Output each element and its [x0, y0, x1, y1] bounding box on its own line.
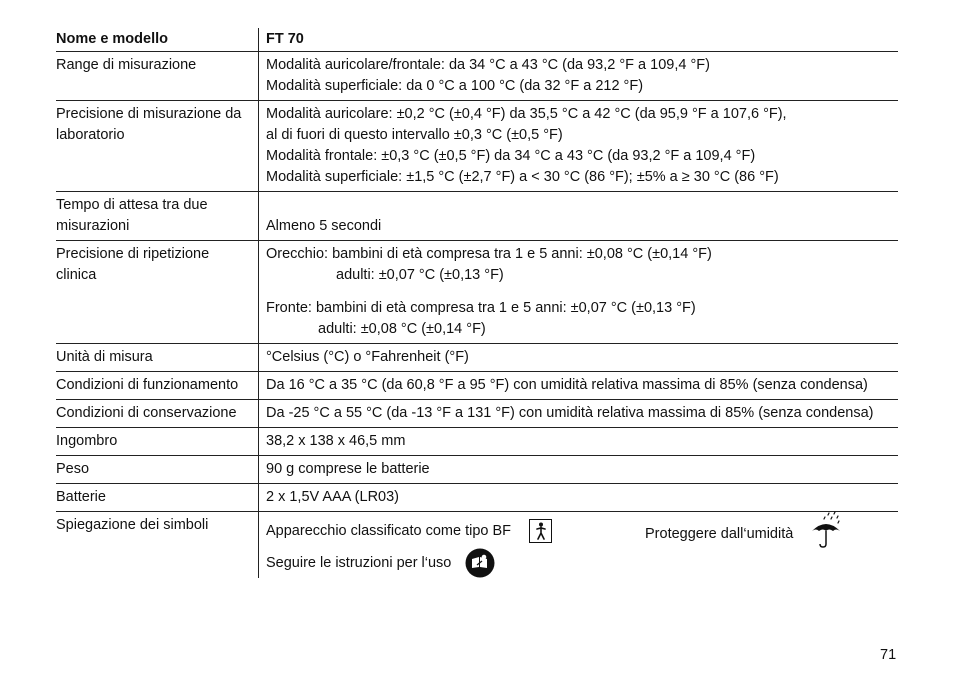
table-row-measurement-range — [56, 52, 898, 101]
row-label: Spiegazione dei simboli — [56, 517, 209, 533]
row-value: 90 g comprese le batterie — [258, 456, 898, 483]
specifications-table — [56, 28, 898, 578]
forehead-adults: adulti: ±0,08 °C (±0,14 °F) — [318, 321, 486, 337]
table-row-operating-conditions — [56, 372, 898, 400]
row-value: Da -25 °C a 55 °C (da -13 °F a 131 °F) con umidità relativa massima di 85% (senza condensa) — [258, 400, 898, 427]
row-label: Tempo di attesa tra due misurazioni — [56, 197, 208, 234]
ear-adults: adulti: ±0,07 °C (±0,13 °F) — [336, 267, 504, 283]
row-value: 38,2 x 138 x 46,5 mm — [258, 428, 898, 455]
row-value — [258, 241, 898, 343]
header-model: FT 70 — [258, 28, 898, 51]
instruction-manual-icon — [465, 548, 495, 578]
symbol-humidity: Proteggere dall‘umidità — [645, 511, 843, 549]
table-row-weight — [56, 456, 898, 484]
row-label: Condizioni di funzionamento — [56, 377, 239, 393]
row-label: Batterie — [56, 489, 106, 505]
symbols-legend — [258, 512, 898, 578]
umbrella-rain-icon — [809, 511, 843, 549]
row-label: Precisione di ripetizione clinica — [56, 246, 210, 283]
symbol-bf: Apparecchio classificato come tipo BF — [266, 519, 552, 543]
table-row-dimensions — [56, 428, 898, 456]
row-label: Condizioni di conservazione — [56, 405, 237, 421]
row-label: Precisione di misurazione da laboratorio — [56, 106, 242, 143]
table-row-symbols — [56, 512, 898, 578]
row-label: Peso — [56, 461, 90, 477]
row-label: Unità di misura — [56, 349, 153, 365]
row-value: Modalità auricolare: ±0,2 °C (±0,4 °F) da 35,5 °C a 42 °C (da 95,9 °F a 107,6 °F), al di fuori di questo intervallo ±0,3 °C (±0,5 °F) Modalità frontale: ±0,3 °C (±0,5 °F) da 34 °C a 43 °C (da 93,2 °F a 109,4 °F) Modalità superficiale: ±1,5 °C (±2,7 °F) a < 30 °C (86 °F); ±5% a ≥ 30 °C (86 °F) — [258, 101, 898, 191]
table-row-batteries — [56, 484, 898, 512]
table-row-wait-time — [56, 192, 898, 241]
table-row-units — [56, 344, 898, 372]
forehead-children: Fronte: bambini di età compresa tra 1 e 5 anni: ±0,07 °C (±0,13 °F) — [266, 300, 696, 316]
table-row-storage-conditions — [56, 400, 898, 428]
row-value: Da 16 °C a 35 °C (da 60,8 °F a 95 °F) con umidità relativa massima di 85% (senza condensa) — [258, 372, 898, 399]
page-number: 71 — [880, 647, 897, 663]
table-row-clinical-repeatability — [56, 241, 898, 344]
type-bf-person-icon — [529, 519, 552, 543]
table-row-lab-accuracy — [56, 101, 898, 192]
row-value: Almeno 5 secondi — [258, 192, 898, 240]
table-header-row — [56, 28, 898, 52]
row-value: 2 x 1,5V AAA (LR03) — [258, 484, 898, 511]
header-label: Nome e modello — [56, 31, 168, 47]
ear-children: Orecchio: bambini di età compresa tra 1 e 5 anni: ±0,08 °C (±0,14 °F) — [266, 246, 712, 262]
row-value: Modalità auricolare/frontale: da 34 °C a 43 °C (da 93,2 °F a 109,4 °F) Modalità superficiale: da 0 °C a 100 °C (da 32 °F a 212 °F) — [258, 52, 898, 100]
row-value: °Celsius (°C) o °Fahrenheit (°F) — [258, 344, 898, 371]
row-label: Range di misurazione — [56, 57, 197, 73]
symbol-instructions: Seguire le istruzioni per l‘uso — [266, 548, 495, 578]
row-label: Ingombro — [56, 433, 118, 449]
